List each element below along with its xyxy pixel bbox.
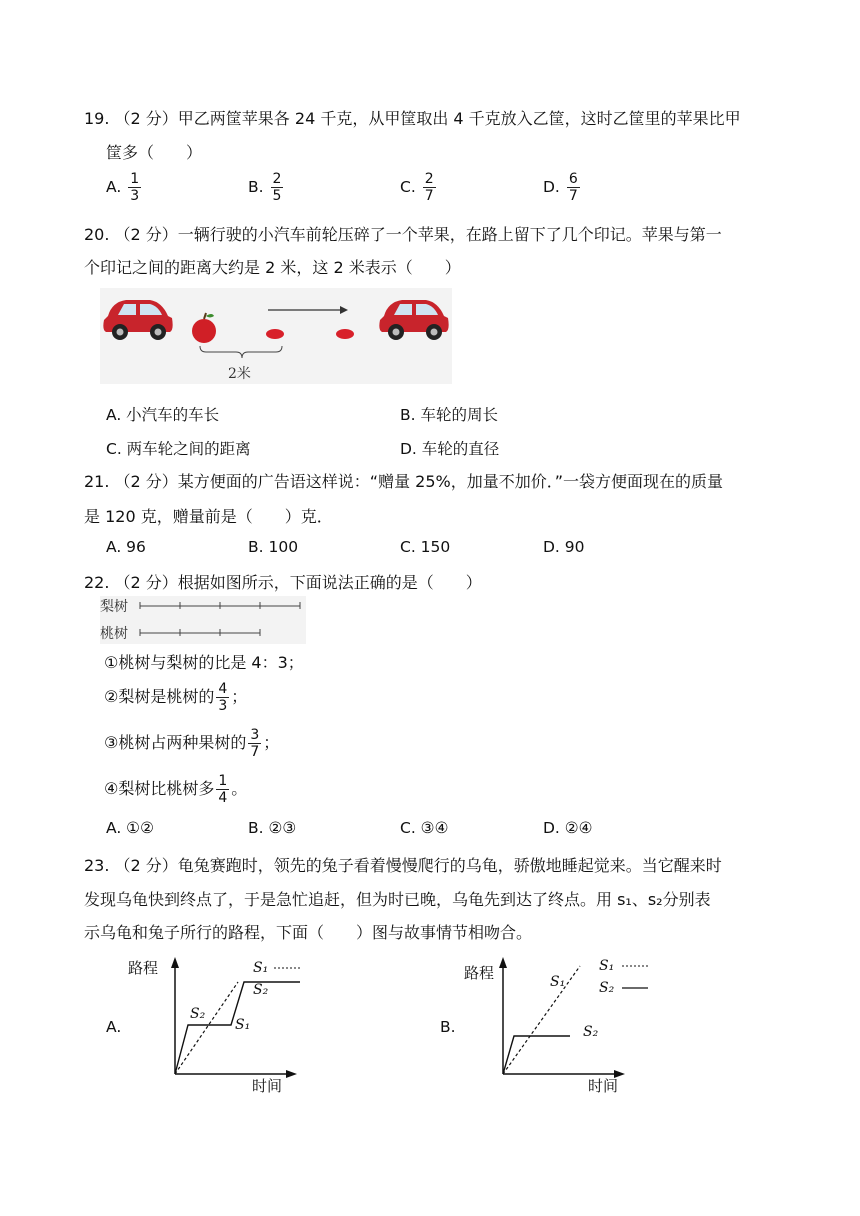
fraction: $\frac{1}{4}$ xyxy=(218,773,228,806)
svg-text:S₁: S₁ xyxy=(599,958,615,974)
svg-text:S₂: S₂ xyxy=(190,1006,206,1022)
q22-stem-line1: 22. （2 分）根据如图所示，下面说法正确的是（ ） xyxy=(84,573,482,592)
q19-option-a[interactable]: A. $\frac{1}{3}$ xyxy=(106,171,140,204)
q19-option-c[interactable]: C. $\frac{2}{7}$ xyxy=(400,171,434,204)
q23-stem-line2: 发现乌龟快到终点了，于是急忙追赶，但为时已晚，乌龟先到达了终点。用 s₁、s₂分别表 xyxy=(84,890,711,909)
q20-option-d[interactable]: D. 车轮的直径 xyxy=(400,440,500,458)
svg-text:路程: 路程 xyxy=(464,964,495,982)
q23-graph-a[interactable] xyxy=(126,952,304,1094)
q20-option-b[interactable]: B. 车轮的周长 xyxy=(400,406,498,424)
fraction: $\frac{1}{3}$ xyxy=(130,171,140,204)
q23-option-b[interactable]: B. xyxy=(440,1018,456,1036)
q21-stem-line2: 是 120 克，赠量前是（ ）克． xyxy=(84,507,333,526)
q22-option-c[interactable]: C. ③④ xyxy=(400,819,449,837)
svg-text:路程: 路程 xyxy=(128,959,159,977)
q23-stem-line3: 示乌龟和兔子所行的路程，下面（ ）图与故事情节相吻合。 xyxy=(84,923,533,942)
q21-option-b[interactable]: B. 100 xyxy=(248,538,299,556)
bar-label-peach: 桃树 xyxy=(100,626,128,642)
q21-option-c[interactable]: C. 150 xyxy=(400,538,451,556)
apple-mark xyxy=(266,329,284,339)
q23-option-a[interactable]: A. xyxy=(106,1018,122,1036)
q22-statement-3: ③桃树占两种果树的 $\frac{3}{7}$ ； xyxy=(104,727,280,760)
q20-stem-line1: 20. （2 分）一辆行驶的小汽车前轮压碎了一个苹果，在路上留下了几个印记。苹果与第一 xyxy=(84,225,722,244)
fraction: $\frac{3}{7}$ xyxy=(250,727,260,760)
q22-statement-1: ①桃树与梨树的比是 4：3； xyxy=(104,653,304,672)
q22-statement-4: ④梨树比桃树多 $\frac{1}{4}$ 。 xyxy=(104,773,248,806)
svg-text:时间: 时间 xyxy=(252,1077,283,1094)
tree-bar-diagram xyxy=(100,596,306,644)
svg-text:S₂: S₂ xyxy=(253,982,269,998)
q20-option-a[interactable]: A. 小汽车的车长 xyxy=(106,406,220,424)
q20-stem-line2: 个印记之间的距离大约是 2 米，这 2 米表示（ ） xyxy=(84,258,461,277)
q22-statement-2: ②梨树是桃树的 $\frac{4}{3}$ ； xyxy=(104,681,248,714)
car-apple-figure xyxy=(100,288,452,384)
svg-text:S₁: S₁ xyxy=(253,960,269,976)
q22-option-b[interactable]: B. ②③ xyxy=(248,819,297,837)
svg-text:S₁: S₁ xyxy=(235,1017,251,1033)
q23-graph-b[interactable] xyxy=(462,952,652,1094)
fraction: $\frac{2}{5}$ xyxy=(272,171,282,204)
fraction: $\frac{6}{7}$ xyxy=(568,171,578,204)
q21-option-a[interactable]: A. 96 xyxy=(106,538,146,556)
bar-label-pear: 梨树 xyxy=(100,599,128,615)
svg-text:时间: 时间 xyxy=(588,1077,619,1094)
q19-option-b[interactable]: B. $\frac{2}{5}$ xyxy=(248,171,282,204)
q19-option-d[interactable]: D. $\frac{6}{7}$ xyxy=(543,171,578,204)
q22-option-d[interactable]: D. ②④ xyxy=(543,819,593,837)
svg-text:S₂: S₂ xyxy=(599,980,615,996)
fraction: $\frac{4}{3}$ xyxy=(218,681,228,714)
apple-mark xyxy=(336,329,354,339)
distance-label: 2米 xyxy=(228,366,251,382)
q21-stem-line1: 21. （2 分）某方便面的广告语这样说：“赠量 25%，加量不加价．”一袋方便面现在的质量 xyxy=(84,472,724,491)
svg-text:S₁: S₁ xyxy=(550,974,566,990)
fraction: $\frac{2}{7}$ xyxy=(424,171,434,204)
q21-option-d[interactable]: D. 90 xyxy=(543,538,585,556)
q19-stem-line1: 19. （2 分）甲乙两筐苹果各 24 千克，从甲筐取出 4 千克放入乙筐，这时乙筐里的苹果比甲 xyxy=(84,109,741,128)
q20-option-c[interactable]: C. 两车轮之间的距离 xyxy=(106,440,251,458)
q19-stem-line2: 筐多（ ） xyxy=(106,143,203,162)
q22-option-a[interactable]: A. ①② xyxy=(106,819,154,837)
svg-text:S₂: S₂ xyxy=(583,1024,599,1040)
q23-stem-line1: 23. （2 分）龟兔赛跑时，领先的兔子看着慢慢爬行的乌龟，骄傲地睡起觉来。当它醒来时 xyxy=(84,856,722,875)
